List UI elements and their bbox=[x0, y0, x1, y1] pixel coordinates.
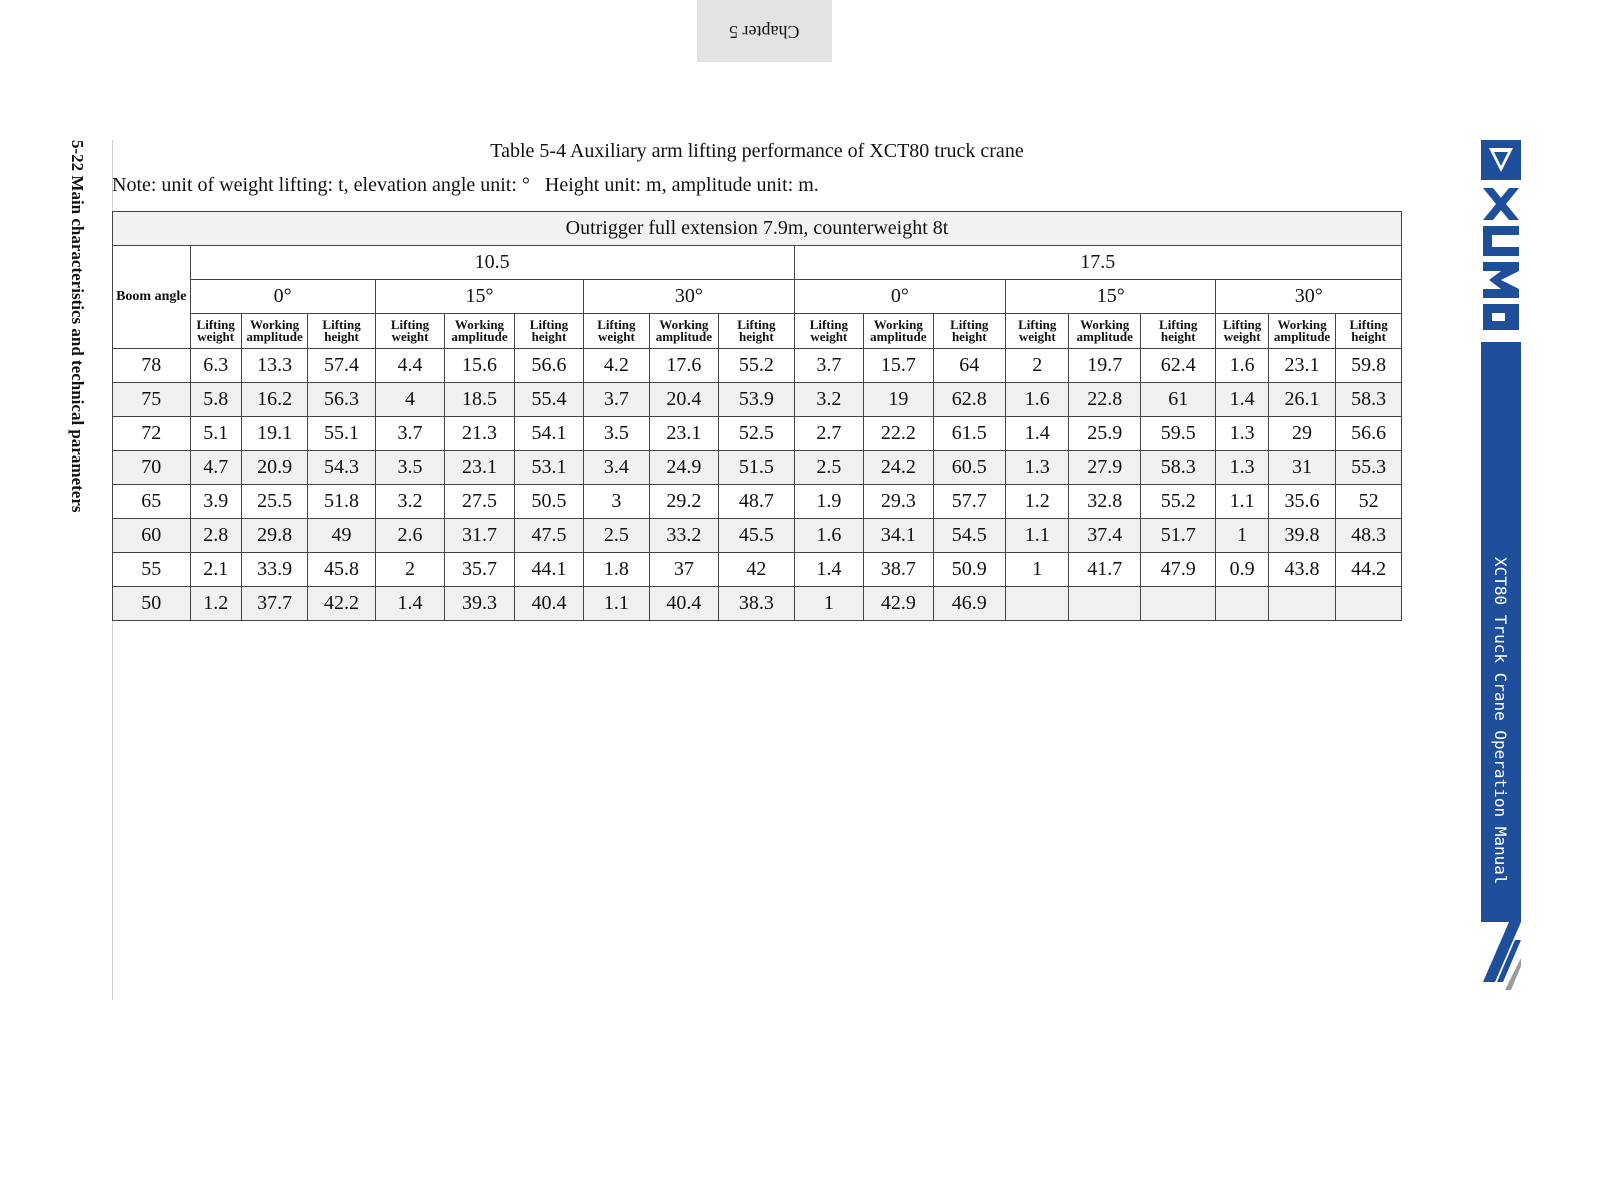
table-cell: 2.6 bbox=[375, 519, 444, 553]
table-cell: 42.9 bbox=[864, 587, 933, 621]
table-cell: 3.4 bbox=[584, 451, 649, 485]
table-cell: 6.3 bbox=[190, 349, 241, 383]
table-cell: 29.8 bbox=[241, 519, 307, 553]
column-label-line: amplitude bbox=[246, 329, 303, 344]
column-label-line: amplitude bbox=[1273, 329, 1331, 344]
table-cell: 55.1 bbox=[308, 417, 375, 451]
table-cell: 44.2 bbox=[1336, 553, 1402, 587]
table-cell: 45.8 bbox=[308, 553, 375, 587]
xcmg-logo bbox=[1481, 140, 1521, 330]
column-label-line: amplitude bbox=[1076, 329, 1133, 344]
table-cell: 56.6 bbox=[1336, 417, 1402, 451]
table-cell: 16.2 bbox=[241, 383, 307, 417]
chapter-label: Chapter 5 bbox=[729, 21, 800, 42]
table-cell: 1.3 bbox=[1216, 417, 1268, 451]
column-label bbox=[933, 314, 1005, 349]
table-cell: 3.5 bbox=[375, 451, 444, 485]
table-cell: 15.6 bbox=[445, 349, 514, 383]
table-cell: 53.1 bbox=[514, 451, 583, 485]
boom-angle-value: 65 bbox=[113, 485, 191, 519]
table-cell: 23.1 bbox=[649, 417, 718, 451]
arm-length-header: 10.5 bbox=[190, 246, 794, 280]
table-cell: 19 bbox=[864, 383, 933, 417]
table-cell: 3.2 bbox=[375, 485, 444, 519]
table-cell: 13.3 bbox=[241, 349, 307, 383]
table-cell bbox=[1069, 587, 1140, 621]
chapter-tab bbox=[697, 0, 832, 62]
column-label-line: Working bbox=[873, 317, 923, 332]
table-cell: 1.6 bbox=[1006, 383, 1069, 417]
table-cell: 1.3 bbox=[1216, 451, 1268, 485]
column-label-line: Lifting bbox=[1018, 317, 1057, 332]
table-cell: 51.5 bbox=[719, 451, 795, 485]
table-cell: 39.3 bbox=[445, 587, 514, 621]
column-label-line: Lifting bbox=[196, 317, 235, 332]
column-label bbox=[1216, 314, 1268, 349]
table-cell: 22.8 bbox=[1069, 383, 1140, 417]
column-label bbox=[1140, 314, 1216, 349]
table-cell: 60.5 bbox=[933, 451, 1005, 485]
column-label-line: Lifting bbox=[322, 317, 361, 332]
table-cell: 20.4 bbox=[649, 383, 718, 417]
table-cell: 34.1 bbox=[864, 519, 933, 553]
table-row bbox=[113, 553, 1402, 587]
table-cell: 2.1 bbox=[190, 553, 241, 587]
table-cell: 1 bbox=[794, 587, 863, 621]
column-label-line: weight bbox=[1223, 329, 1261, 344]
table-cell: 44.1 bbox=[514, 553, 583, 587]
table-cell: 50.9 bbox=[933, 553, 1005, 587]
table-cell: 22.2 bbox=[864, 417, 933, 451]
column-label-line: amplitude bbox=[451, 329, 508, 344]
table-cell bbox=[1140, 587, 1216, 621]
table-cell: 37.4 bbox=[1069, 519, 1140, 553]
table-cell: 49 bbox=[308, 519, 375, 553]
table-cell: 57.4 bbox=[308, 349, 375, 383]
table-row bbox=[113, 485, 1402, 519]
column-label-line: amplitude bbox=[655, 329, 713, 344]
table-cell: 27.9 bbox=[1069, 451, 1140, 485]
column-label-line: Lifting bbox=[809, 317, 848, 332]
table-cell: 3 bbox=[584, 485, 649, 519]
table-cell: 19.7 bbox=[1069, 349, 1140, 383]
table-row bbox=[113, 451, 1402, 485]
table-cell: 37 bbox=[649, 553, 718, 587]
column-label-line: Working bbox=[1080, 317, 1130, 332]
column-label-line: weight bbox=[810, 329, 848, 344]
table-cell: 55.3 bbox=[1336, 451, 1402, 485]
table-cell: 1.2 bbox=[190, 587, 241, 621]
column-label-line: height bbox=[739, 329, 774, 344]
table-cell: 53.9 bbox=[719, 383, 795, 417]
table-cell: 40.4 bbox=[649, 587, 718, 621]
table-cell: 1.1 bbox=[1006, 519, 1069, 553]
table-cell: 55.2 bbox=[719, 349, 795, 383]
table-cell: 1 bbox=[1006, 553, 1069, 587]
table-cell: 26.1 bbox=[1268, 383, 1335, 417]
column-label bbox=[375, 314, 444, 349]
column-label bbox=[1006, 314, 1069, 349]
column-label-line: weight bbox=[391, 329, 429, 344]
stripes-decoration bbox=[1481, 922, 1521, 1012]
table-cell: 33.2 bbox=[649, 519, 718, 553]
table-cell: 52 bbox=[1336, 485, 1402, 519]
column-label bbox=[514, 314, 583, 349]
table-cell: 32.8 bbox=[1069, 485, 1140, 519]
manual-title: XCT80 Truck Crane Operation Manual bbox=[1491, 557, 1510, 885]
condition-header: Outrigger full extension 7.9m, counterweight 8t bbox=[113, 212, 1402, 246]
table-title: Table 5-4 Auxiliary arm lifting performance of XCT80 truck crane bbox=[490, 140, 1024, 162]
table-cell: 20.9 bbox=[241, 451, 307, 485]
boom-angle-value: 50 bbox=[113, 587, 191, 621]
table-cell: 59.5 bbox=[1140, 417, 1216, 451]
table-cell: 41.7 bbox=[1069, 553, 1140, 587]
table-cell: 18.5 bbox=[445, 383, 514, 417]
table-note: Note: unit of weight lifting: t, elevation angle unit: ° Height unit: m, amplitude unit: m. bbox=[112, 174, 819, 196]
table-cell: 1.2 bbox=[1006, 485, 1069, 519]
table-cell: 59.8 bbox=[1336, 349, 1402, 383]
table-cell: 51.8 bbox=[308, 485, 375, 519]
table-cell: 3.5 bbox=[584, 417, 649, 451]
table-cell: 23.1 bbox=[445, 451, 514, 485]
table-cell: 54.5 bbox=[933, 519, 1005, 553]
table-cell: 61.5 bbox=[933, 417, 1005, 451]
lifting-performance-table bbox=[112, 211, 1402, 621]
boom-angle-header: Boom angle bbox=[113, 246, 191, 349]
table-row bbox=[113, 587, 1402, 621]
table-cell: 54.1 bbox=[514, 417, 583, 451]
table-cell: 21.3 bbox=[445, 417, 514, 451]
table-cell: 3.7 bbox=[794, 349, 863, 383]
column-label-line: height bbox=[324, 329, 359, 344]
column-label bbox=[649, 314, 718, 349]
table-cell: 2 bbox=[1006, 349, 1069, 383]
table-cell: 1.3 bbox=[1006, 451, 1069, 485]
table-cell: 48.7 bbox=[719, 485, 795, 519]
table-cell: 58.3 bbox=[1336, 383, 1402, 417]
boom-angle-value: 55 bbox=[113, 553, 191, 587]
boom-angle-value: 72 bbox=[113, 417, 191, 451]
column-label bbox=[584, 314, 649, 349]
boom-angle-value: 70 bbox=[113, 451, 191, 485]
side-section-label bbox=[60, 140, 90, 520]
table-cell: 64 bbox=[933, 349, 1005, 383]
table-cell: 29.3 bbox=[864, 485, 933, 519]
column-label bbox=[241, 314, 307, 349]
column-label bbox=[445, 314, 514, 349]
offset-angle-header: 0° bbox=[794, 280, 1005, 314]
table-cell bbox=[1006, 587, 1069, 621]
table-cell: 29.2 bbox=[649, 485, 718, 519]
column-label-line: height bbox=[1160, 329, 1196, 344]
table-cell: 1.1 bbox=[1216, 485, 1268, 519]
column-label-line: Lifting bbox=[1222, 317, 1262, 332]
table-cell: 2.5 bbox=[794, 451, 863, 485]
table-row bbox=[113, 349, 1402, 383]
column-label-line: Lifting bbox=[737, 317, 776, 332]
table-cell: 31.7 bbox=[445, 519, 514, 553]
table-cell: 4.2 bbox=[584, 349, 649, 383]
column-label-line: Lifting bbox=[597, 317, 636, 332]
offset-angle-header: 0° bbox=[190, 280, 375, 314]
column-label-line: Working bbox=[454, 317, 505, 332]
table-cell: 5.8 bbox=[190, 383, 241, 417]
boom-angle-value: 78 bbox=[113, 349, 191, 383]
offset-angle-header: 30° bbox=[1216, 280, 1402, 314]
offset-angle-header: 15° bbox=[375, 280, 583, 314]
table-cell: 48.3 bbox=[1336, 519, 1402, 553]
table-cell: 1.1 bbox=[584, 587, 649, 621]
table-cell: 1.4 bbox=[375, 587, 444, 621]
column-label bbox=[1336, 314, 1402, 349]
column-label bbox=[1069, 314, 1140, 349]
table-row bbox=[113, 417, 1402, 451]
table-cell: 62.8 bbox=[933, 383, 1005, 417]
table-cell: 2 bbox=[375, 553, 444, 587]
table-cell: 57.7 bbox=[933, 485, 1005, 519]
table-cell: 25.9 bbox=[1069, 417, 1140, 451]
table-cell: 4.4 bbox=[375, 349, 444, 383]
table-cell: 3.2 bbox=[794, 383, 863, 417]
table-cell: 56.6 bbox=[514, 349, 583, 383]
table-cell: 61 bbox=[1140, 383, 1216, 417]
table-cell: 0.9 bbox=[1216, 553, 1268, 587]
column-label-line: Lifting bbox=[1159, 317, 1198, 332]
table-cell: 4.7 bbox=[190, 451, 241, 485]
table-cell: 3.9 bbox=[190, 485, 241, 519]
column-label bbox=[308, 314, 375, 349]
table-cell: 17.6 bbox=[649, 349, 718, 383]
column-label-line: height bbox=[531, 329, 567, 344]
table-cell: 2.7 bbox=[794, 417, 863, 451]
table-cell: 42 bbox=[719, 553, 795, 587]
table-cell: 33.9 bbox=[241, 553, 307, 587]
table-cell: 50.5 bbox=[514, 485, 583, 519]
table-cell: 15.7 bbox=[864, 349, 933, 383]
column-label-line: Working bbox=[250, 317, 300, 332]
offset-angle-header: 30° bbox=[584, 280, 794, 314]
table-cell: 39.8 bbox=[1268, 519, 1335, 553]
column-label-line: Lifting bbox=[1349, 317, 1388, 332]
table-cell: 38.3 bbox=[719, 587, 795, 621]
column-label-line: Lifting bbox=[390, 317, 430, 332]
table-cell: 24.9 bbox=[649, 451, 718, 485]
column-label-line: Lifting bbox=[950, 317, 989, 332]
table-cell: 4 bbox=[375, 383, 444, 417]
table-cell: 40.4 bbox=[514, 587, 583, 621]
table-cell: 47.9 bbox=[1140, 553, 1216, 587]
table-cell: 31 bbox=[1268, 451, 1335, 485]
table-cell: 29 bbox=[1268, 417, 1335, 451]
column-label bbox=[190, 314, 241, 349]
column-label-line: Working bbox=[659, 317, 709, 332]
table-cell: 24.2 bbox=[864, 451, 933, 485]
table-cell: 3.7 bbox=[375, 417, 444, 451]
table-cell: 45.5 bbox=[719, 519, 795, 553]
table-cell: 52.5 bbox=[719, 417, 795, 451]
table-cell: 1.4 bbox=[1006, 417, 1069, 451]
column-label-line: weight bbox=[597, 329, 635, 344]
table-cell bbox=[1268, 587, 1335, 621]
table-cell bbox=[1336, 587, 1402, 621]
column-label-line: height bbox=[1351, 329, 1386, 344]
table-cell: 51.7 bbox=[1140, 519, 1216, 553]
table-row bbox=[113, 519, 1402, 553]
table-cell: 46.9 bbox=[933, 587, 1005, 621]
table-cell: 35.7 bbox=[445, 553, 514, 587]
arm-length-header: 17.5 bbox=[794, 246, 1401, 280]
table-cell: 55.2 bbox=[1140, 485, 1216, 519]
column-label bbox=[719, 314, 795, 349]
table-cell: 42.2 bbox=[308, 587, 375, 621]
table-row bbox=[113, 383, 1402, 417]
column-label-line: weight bbox=[197, 329, 235, 344]
brand-sidebar bbox=[1481, 140, 1521, 1010]
table-cell: 5.1 bbox=[190, 417, 241, 451]
table-cell: 35.6 bbox=[1268, 485, 1335, 519]
table-cell: 1.9 bbox=[794, 485, 863, 519]
table-cell: 1.6 bbox=[1216, 349, 1268, 383]
table-cell: 1.8 bbox=[584, 553, 649, 587]
table-cell: 2.5 bbox=[584, 519, 649, 553]
table-cell: 37.7 bbox=[241, 587, 307, 621]
table-cell: 1.4 bbox=[794, 553, 863, 587]
boom-angle-value: 60 bbox=[113, 519, 191, 553]
table-cell: 2.8 bbox=[190, 519, 241, 553]
table-cell: 58.3 bbox=[1140, 451, 1216, 485]
table-cell: 62.4 bbox=[1140, 349, 1216, 383]
column-label-line: weight bbox=[1018, 329, 1056, 344]
column-label-line: Working bbox=[1277, 317, 1327, 332]
table-cell: 56.3 bbox=[308, 383, 375, 417]
table-cell: 47.5 bbox=[514, 519, 583, 553]
table-cell: 3.7 bbox=[584, 383, 649, 417]
table-cell: 27.5 bbox=[445, 485, 514, 519]
table-cell: 54.3 bbox=[308, 451, 375, 485]
manual-title-band bbox=[1481, 342, 1521, 922]
table-cell: 1.6 bbox=[794, 519, 863, 553]
column-label-line: height bbox=[951, 329, 987, 344]
column-label-line: amplitude bbox=[870, 329, 927, 344]
column-label bbox=[1268, 314, 1335, 349]
table-cell: 23.1 bbox=[1268, 349, 1335, 383]
column-label bbox=[794, 314, 863, 349]
boom-angle-value: 75 bbox=[113, 383, 191, 417]
table-cell: 19.1 bbox=[241, 417, 307, 451]
offset-angle-header: 15° bbox=[1006, 280, 1216, 314]
table-cell: 1.4 bbox=[1216, 383, 1268, 417]
column-label bbox=[864, 314, 933, 349]
column-label-line: Lifting bbox=[529, 317, 569, 332]
table-cell: 43.8 bbox=[1268, 553, 1335, 587]
table-cell: 25.5 bbox=[241, 485, 307, 519]
table-cell: 1 bbox=[1216, 519, 1268, 553]
table-cell bbox=[1216, 587, 1268, 621]
section-label-text: 5-22 Main characteristics and technical parameters bbox=[68, 140, 87, 513]
table-cell: 38.7 bbox=[864, 553, 933, 587]
table-cell: 55.4 bbox=[514, 383, 583, 417]
